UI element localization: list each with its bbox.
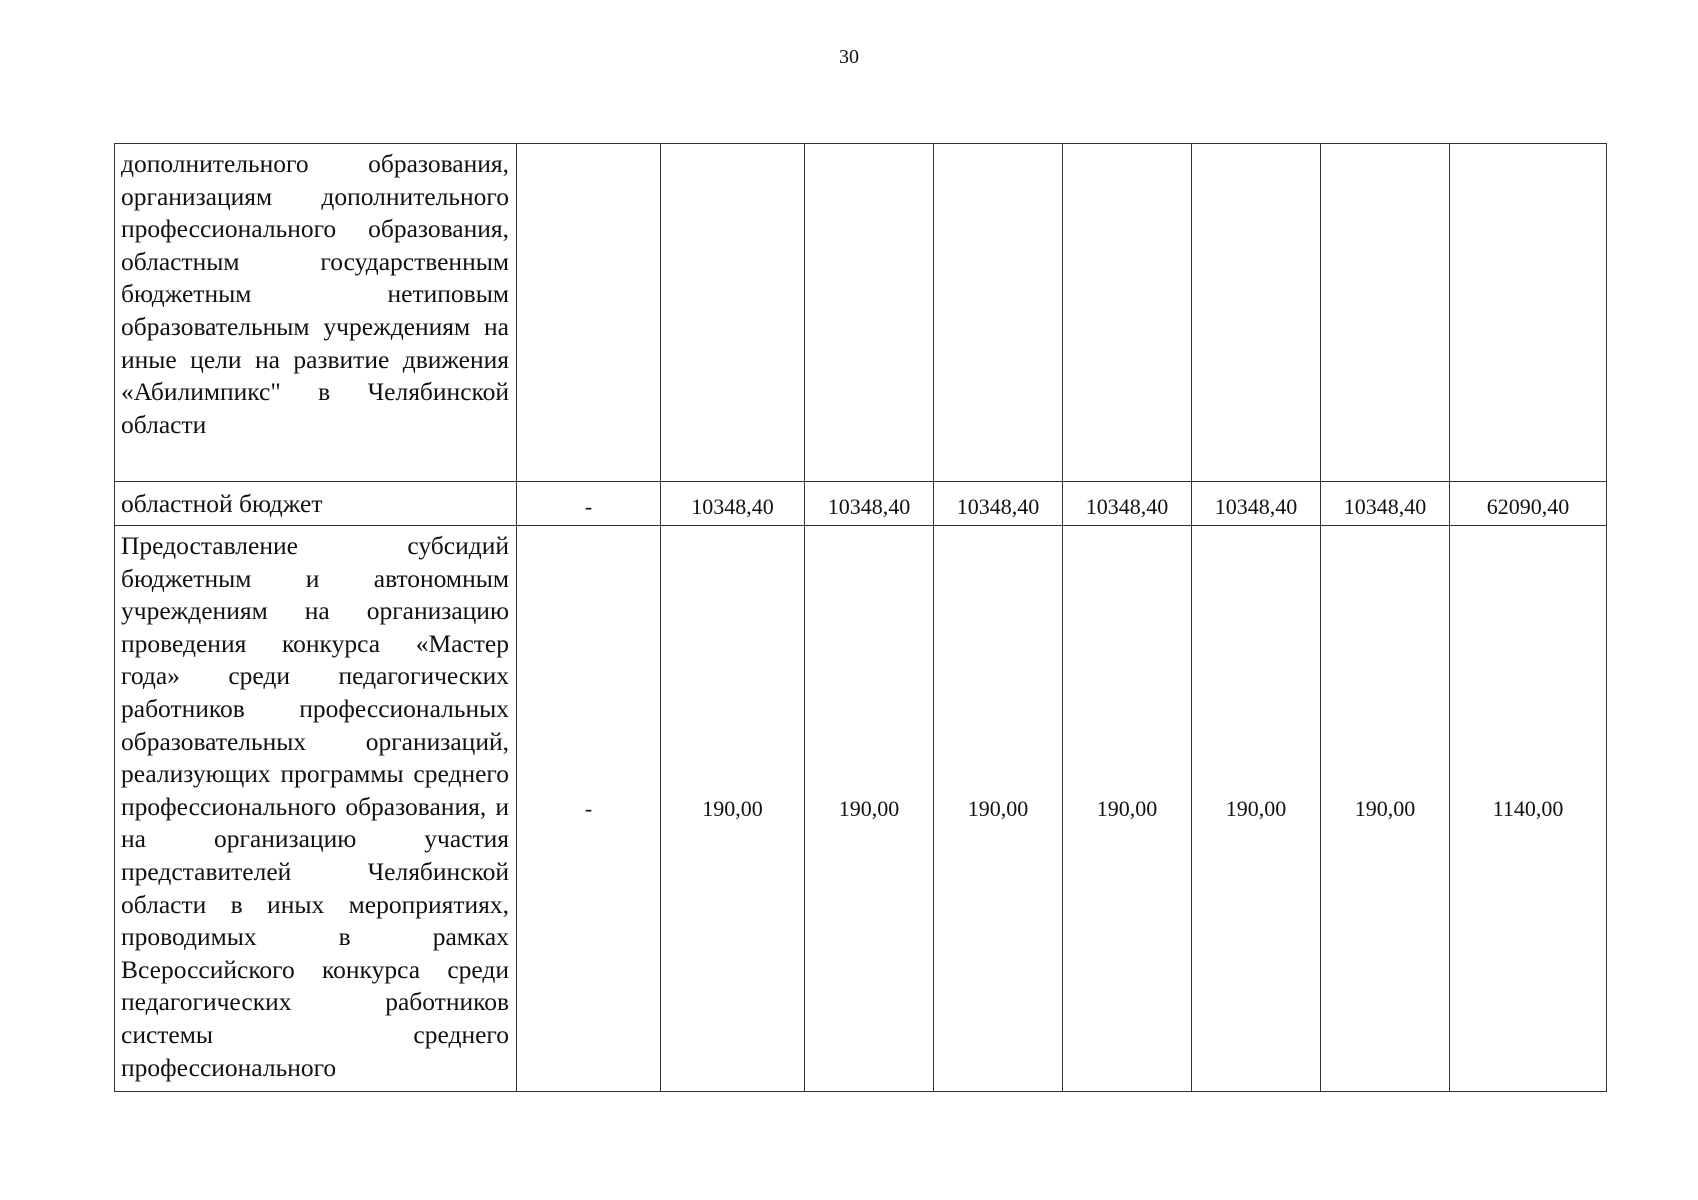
value-cell: 62090,40 [1450, 482, 1607, 526]
value-cell [1063, 144, 1192, 482]
value-cell: 190,00 [1192, 526, 1321, 1092]
row-description [115, 144, 517, 482]
budget-table [114, 143, 1607, 1092]
value-cell: - [517, 526, 661, 1092]
description-text: дополнительного образования, организациям дополнительного профессионального образования, областным государственным бюджетным нетиповым образовательным учреждениям на иные цели на развитие движения «Абилимпикс" в Челябинской области [121, 149, 509, 439]
value-cell [517, 144, 661, 482]
value-cell [1192, 144, 1321, 482]
value-cell: 1140,00 [1450, 526, 1607, 1092]
value-cell [1450, 144, 1607, 482]
table-row-description-continuation [115, 144, 1607, 482]
value-cell: 190,00 [1321, 526, 1450, 1092]
value-cell [1321, 144, 1450, 482]
value-cell [805, 144, 934, 482]
row-description [115, 526, 517, 1092]
value-cell: 10348,40 [1192, 482, 1321, 526]
table-row-regional-budget [115, 482, 1607, 526]
value-cell: 10348,40 [934, 482, 1063, 526]
value-cell: 10348,40 [805, 482, 934, 526]
description-text: Предоставление субсидий бюджетным и автономным учреждениям на организацию проведения конкурса «Мастер года» среди педагогических работников профессиональных образовательных организаций, реализующих программы среднего профессионального образования, и на организацию участия представителей Челябинской области в иных мероприятиях, проводимых в рамках Всероссийского конкурса среди педагогических работников системы среднего профессионального [121, 531, 509, 1082]
value-cell: 10348,40 [661, 482, 805, 526]
value-cell: 190,00 [934, 526, 1063, 1092]
value-cell: 10348,40 [1063, 482, 1192, 526]
value-cell: - [517, 482, 661, 526]
row-label: областной бюджет [115, 482, 517, 526]
value-cell [934, 144, 1063, 482]
value-cell [661, 144, 805, 482]
value-cell: 10348,40 [1321, 482, 1450, 526]
page-number: 30 [839, 46, 859, 68]
table-row-master-of-the-year [115, 526, 1607, 1092]
value-cell: 190,00 [1063, 526, 1192, 1092]
value-cell: 190,00 [805, 526, 934, 1092]
value-cell: 190,00 [661, 526, 805, 1092]
